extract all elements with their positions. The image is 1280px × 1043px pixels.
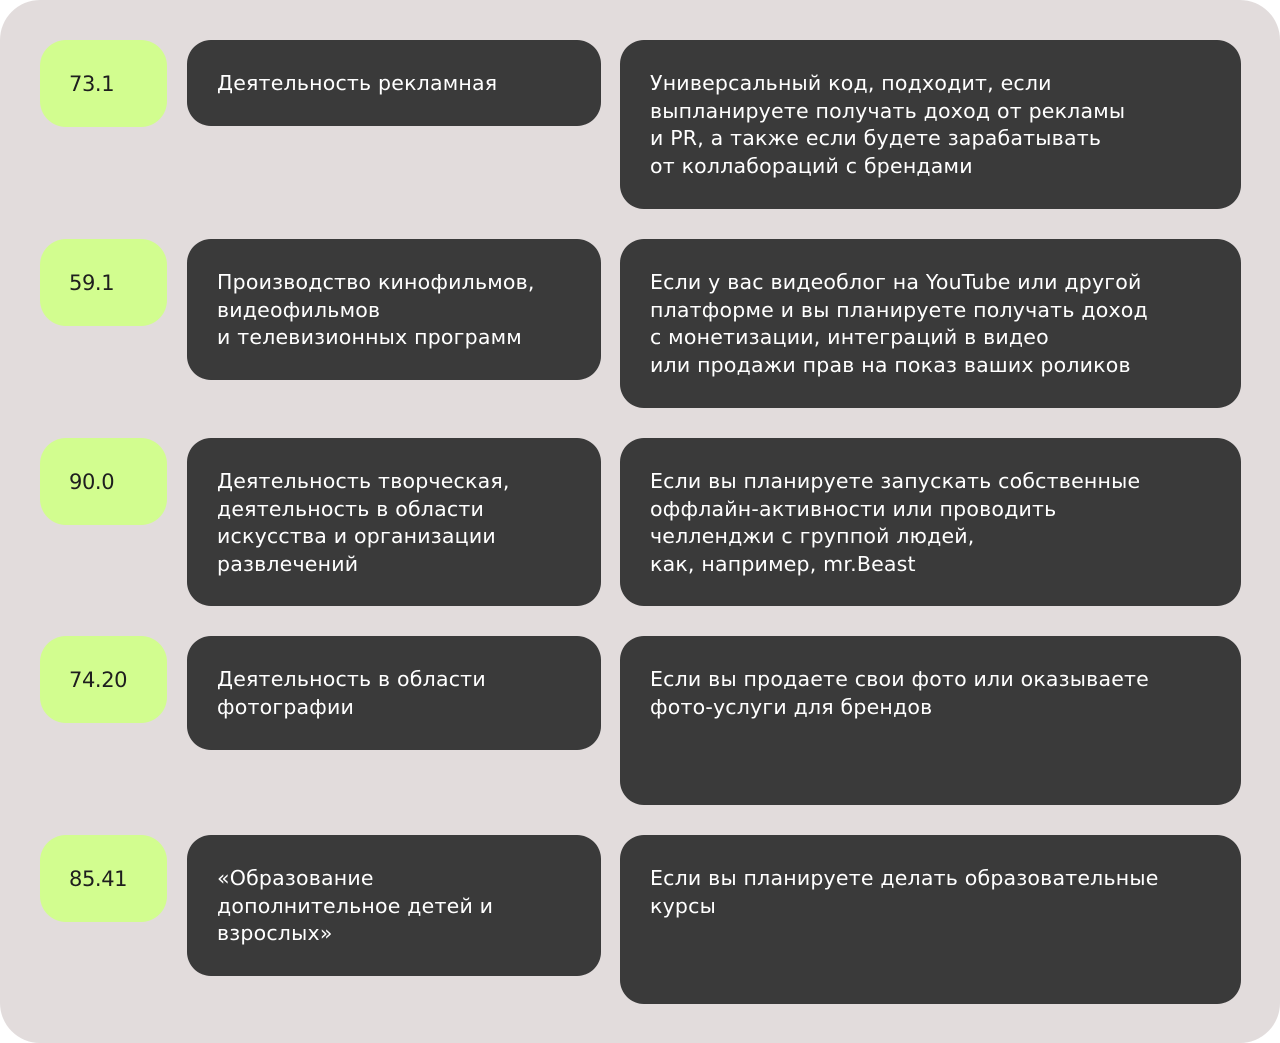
activity-title-box xyxy=(187,40,601,126)
activity-description-box xyxy=(620,239,1241,408)
activity-title-line: развлечений xyxy=(217,551,359,576)
activity-title-box xyxy=(187,239,601,380)
activity-description-line: выпланируете получать доход от рекламы xyxy=(650,98,1126,123)
activity-description-line: челленджи с группой людей, xyxy=(650,524,975,548)
activity-title-box xyxy=(187,835,601,976)
activity-description-line: Универсальный код, подходит, если xyxy=(650,71,1052,95)
activity-description-line: как, например, mr.Beast xyxy=(650,551,916,576)
activity-title-line: Деятельность в области xyxy=(217,667,486,691)
activity-title-line: искусства и организации xyxy=(217,524,496,548)
activity-description-line: Если вы продаете свои фото или оказываете xyxy=(650,667,1149,691)
activity-description-box xyxy=(620,636,1241,805)
activity-title-line: и телевизионных программ xyxy=(217,325,522,349)
activity-description-line: Если вы планируете делать образовательные xyxy=(650,866,1159,890)
activity-title-line: видеофильмов xyxy=(217,297,381,322)
activity-title-line: Деятельность творческая, xyxy=(217,469,510,493)
activity-description-line: оффлайн-активности или проводить xyxy=(650,496,1057,521)
activity-title-line: «Образование xyxy=(217,866,374,890)
activity-title-line: Производство кинофильмов, xyxy=(217,270,535,294)
activity-description-box xyxy=(620,40,1241,209)
activity-description-line: или продажи прав на показ ваших роликов xyxy=(650,352,1131,377)
activity-title-line: Деятельность рекламная xyxy=(217,71,498,95)
activity-description-line: и PR, а также если будете зарабатывать xyxy=(650,126,1102,150)
activity-title-line: фотографии xyxy=(217,694,355,719)
activity-description-box xyxy=(620,438,1241,606)
activity-description-line: Если вы планируете запускать собственные xyxy=(650,469,1141,493)
activity-code-badge: 74.20 xyxy=(40,636,167,723)
activity-code-badge: 73.1 xyxy=(40,40,167,127)
activity-description-line: Если у вас видеоблог на YouTube или другой xyxy=(650,270,1142,294)
activity-description-line: с монетизации, интеграций в видео xyxy=(650,325,1049,349)
activity-code-badge: 85.41 xyxy=(40,835,167,922)
activity-description-box xyxy=(620,835,1241,1004)
activity-code-badge: 90.0 xyxy=(40,438,167,525)
activity-title-box xyxy=(187,636,601,750)
activity-title-box xyxy=(187,438,601,606)
activity-title-line: деятельность в области xyxy=(217,496,484,521)
activity-description-line: от коллабораций с брендами xyxy=(650,153,973,178)
activity-title-line: взрослых» xyxy=(217,921,333,945)
activity-description-line: платформе и вы планируете получать доход xyxy=(650,297,1148,322)
activity-description-line: фото-услуги для брендов xyxy=(650,694,933,719)
activity-title-line: дополнительное детей и xyxy=(217,893,494,918)
activity-code-badge: 59.1 xyxy=(40,239,167,326)
activity-description-line: курсы xyxy=(650,893,716,918)
